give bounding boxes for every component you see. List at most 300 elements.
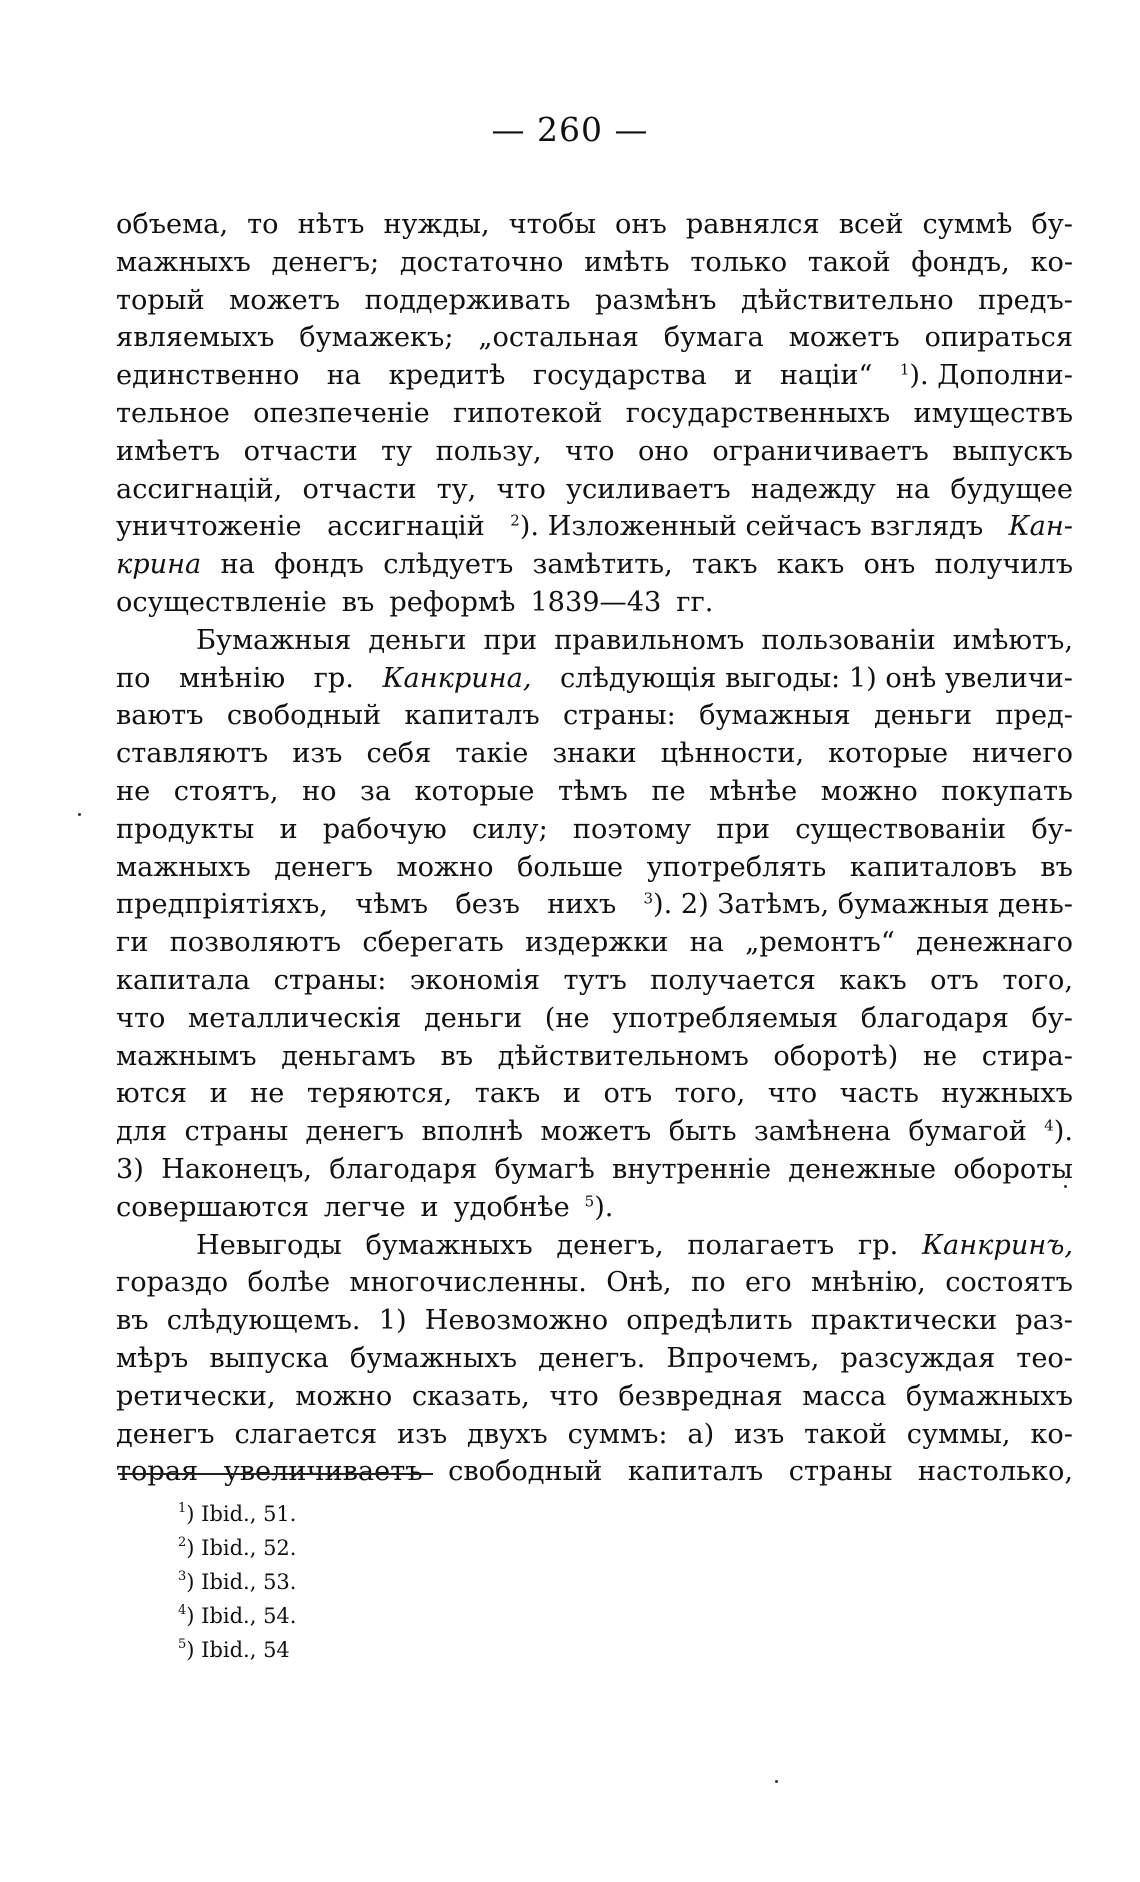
page-number: — 260 —	[491, 110, 649, 149]
footnote-ref[interactable]: 5	[584, 1191, 595, 1210]
word: внутренніе	[612, 1153, 772, 1185]
word: фондъ	[274, 549, 364, 581]
word: бу-	[1031, 813, 1073, 845]
word: слѣдуетъ	[383, 549, 514, 581]
word: и	[562, 1078, 581, 1110]
word: замѣнена	[753, 1116, 892, 1148]
word: сказать,	[411, 1380, 530, 1412]
word: денегъ	[305, 1116, 405, 1148]
word: рабочую	[322, 813, 447, 845]
word: не	[116, 775, 151, 807]
word: опредѣлить	[626, 1305, 793, 1337]
word: онъ	[863, 549, 916, 581]
word: бумажныхъ	[365, 1229, 533, 1261]
word: такъ	[691, 549, 758, 581]
word: тельное	[116, 397, 230, 429]
word: „остальная	[478, 322, 639, 354]
word: на	[689, 927, 725, 959]
word: единственно	[116, 360, 300, 392]
word: деньги	[874, 700, 973, 732]
text-line	[116, 433, 1073, 471]
word: легче	[323, 1191, 406, 1223]
word: фондъ,	[911, 246, 1010, 278]
word: ту,	[436, 473, 477, 505]
word: въ	[341, 586, 375, 618]
word: того,	[1002, 964, 1073, 996]
word: страны	[184, 1116, 289, 1148]
footnote	[178, 1565, 296, 1599]
text-line	[116, 1113, 1073, 1151]
text-line	[116, 357, 1073, 395]
print-speck	[78, 813, 81, 816]
footnote-ref[interactable]: 4	[1044, 1116, 1054, 1135]
word: гр.	[313, 662, 354, 694]
word: состоятъ	[945, 1267, 1073, 1299]
word: тѣмъ	[557, 775, 628, 807]
word: поддерживать	[364, 284, 571, 316]
word: мнѣнію	[179, 662, 286, 694]
text-line	[116, 1189, 1073, 1227]
word: такой	[807, 246, 891, 278]
word: настолько,	[917, 1456, 1073, 1488]
word: экономія	[409, 964, 540, 996]
text-line	[116, 1302, 1073, 1340]
text-line	[116, 849, 1073, 887]
word: онъ	[615, 209, 667, 240]
word: что	[116, 1002, 166, 1034]
word: ги	[116, 927, 149, 959]
text-line	[116, 697, 1073, 735]
word: деньги	[423, 1002, 523, 1034]
word: можетъ	[229, 284, 341, 316]
word: но	[302, 775, 337, 807]
text-line	[116, 1416, 1073, 1454]
text-fragment: ).	[594, 1191, 614, 1223]
word: Наконецъ,	[161, 1153, 313, 1185]
word: что	[549, 1380, 599, 1412]
word: тутъ	[563, 964, 627, 996]
author-name: Кан-	[1008, 511, 1073, 543]
word: можно	[820, 775, 918, 807]
text-line	[116, 244, 1073, 282]
word: не	[250, 1078, 285, 1110]
word: употреблять	[646, 851, 827, 883]
word: продукты	[116, 813, 255, 845]
footnote	[178, 1633, 296, 1667]
word: и	[209, 1078, 228, 1110]
word: на	[895, 473, 931, 505]
word: мнѣнію,	[811, 1267, 926, 1299]
word: націи“	[779, 360, 873, 392]
word: бумага	[663, 322, 764, 354]
word: ко-	[1030, 1418, 1073, 1450]
word: себя	[366, 738, 432, 770]
word: разсуждая	[840, 1342, 996, 1374]
author-name: Канкринъ,	[922, 1229, 1073, 1261]
text-fragment: ). Дополни-	[909, 360, 1073, 392]
word: благодаря	[860, 1002, 1009, 1034]
word: которые	[828, 738, 949, 770]
word: Невозможно	[424, 1305, 609, 1337]
word: ко-	[1030, 246, 1073, 278]
word: многочисленны.	[349, 1267, 587, 1299]
word: можно	[396, 851, 494, 883]
word: получается	[650, 964, 816, 996]
word: при	[483, 624, 538, 656]
word: денегъ;	[271, 246, 380, 278]
word: безъ	[455, 889, 520, 921]
word: отъ	[930, 964, 979, 996]
word: торый	[116, 284, 205, 316]
word: ассигнацій	[327, 511, 485, 543]
footnote	[178, 1497, 296, 1531]
body-text	[116, 206, 1073, 1491]
word: ассигнацій,	[116, 473, 283, 505]
word: надежду	[750, 473, 876, 505]
word: которые	[414, 775, 535, 807]
word: всей	[838, 209, 904, 240]
footnote-ref[interactable]: 2	[510, 511, 520, 530]
text-line	[116, 1227, 1073, 1265]
text-line	[116, 735, 1073, 773]
word: пе	[651, 775, 686, 807]
word: гораздо	[116, 1267, 229, 1299]
word: какъ	[839, 964, 907, 996]
word: „ремонтъ“	[745, 927, 895, 959]
word: безвредная	[618, 1380, 783, 1412]
word: имуществъ	[913, 397, 1073, 429]
text-line	[116, 886, 1073, 924]
word: денежнаго	[916, 927, 1073, 959]
word: нѣтъ	[297, 209, 365, 240]
word: знаки	[552, 738, 637, 770]
word: гг.	[676, 586, 714, 618]
word: для	[116, 1116, 168, 1148]
word: уничтоженіе	[116, 511, 302, 543]
text-line	[116, 1378, 1073, 1416]
word: изъ	[292, 738, 343, 770]
word: Бумажныя	[196, 624, 352, 656]
word: капиталъ	[404, 700, 540, 732]
text-line	[116, 1038, 1073, 1076]
word: можетъ	[540, 1116, 652, 1148]
word: мѣръ	[116, 1342, 189, 1374]
word: страны:	[273, 964, 387, 996]
word: по	[116, 662, 151, 694]
word: на	[220, 549, 255, 581]
text-line	[116, 773, 1073, 811]
word: денежные	[788, 1153, 937, 1185]
text-line	[116, 319, 1073, 357]
word: пользованіи	[761, 624, 936, 656]
author-name: Канкрина,	[382, 662, 532, 694]
word: 3)	[116, 1153, 144, 1185]
word: часть	[839, 1078, 919, 1110]
word: пользу,	[435, 435, 542, 467]
word: замѣтить,	[532, 549, 673, 581]
word: имѣть	[584, 246, 670, 278]
word: что	[496, 473, 546, 505]
text-line	[116, 206, 1073, 244]
word: позволяютъ	[169, 927, 342, 959]
word: являемыхъ	[116, 322, 275, 354]
word: то	[247, 209, 279, 240]
word: бу-	[1031, 1002, 1073, 1034]
word: крина	[116, 549, 202, 581]
footnote-ref[interactable]: 3	[643, 889, 653, 908]
word: суммъ:	[567, 1418, 668, 1450]
word: металлическія	[188, 1002, 402, 1034]
text-fragment: слѣдующія выгоды: 1) онѣ увеличи-	[560, 662, 1073, 694]
word: капиталъ	[627, 1456, 764, 1488]
word: капитала	[116, 964, 251, 996]
word: предъ-	[978, 284, 1073, 316]
word: денегъ,	[556, 1229, 664, 1261]
word: благодаря	[329, 1153, 478, 1185]
word: кредитѣ	[388, 360, 506, 392]
word: силу;	[471, 813, 548, 845]
word: масса	[802, 1380, 887, 1412]
text-line	[116, 508, 1073, 546]
word: такъ	[474, 1078, 541, 1110]
word: 1)	[378, 1305, 407, 1337]
word: въ	[116, 1305, 149, 1337]
word: Онѣ,	[606, 1267, 672, 1299]
word: болѣе	[247, 1267, 331, 1299]
word: какъ	[776, 549, 845, 581]
word: государства	[532, 360, 707, 392]
word: совершаются	[116, 1191, 309, 1223]
footnote-mark: 5	[178, 1636, 187, 1652]
text-line	[116, 546, 1073, 584]
print-speck	[775, 1780, 778, 1783]
word: и	[734, 360, 753, 392]
word: слагается	[234, 1418, 378, 1450]
word: реформѣ	[389, 586, 516, 618]
word: ретически,	[116, 1380, 276, 1412]
word: суммы,	[906, 1418, 1011, 1450]
word: равнялся	[685, 209, 820, 240]
word: дѣйствительно	[740, 284, 954, 316]
word: правильномъ	[554, 624, 745, 656]
word: отчасти	[302, 473, 417, 505]
word: выпускъ	[952, 435, 1073, 467]
word: существованіи	[795, 813, 1007, 845]
word: ничего	[972, 738, 1073, 770]
word: (не	[544, 1002, 590, 1034]
word: поэтому	[572, 813, 692, 845]
word: бумагѣ	[494, 1153, 595, 1185]
word: при	[716, 813, 771, 845]
word: покупать	[941, 775, 1073, 807]
word: будущее	[950, 473, 1073, 505]
word: бумажекъ;	[299, 322, 454, 354]
word: капиталовъ	[849, 851, 1017, 883]
footnote-text: ) Ibid., 53.	[186, 1570, 297, 1594]
word: страны	[788, 1456, 893, 1488]
word: чѣмъ	[355, 889, 429, 921]
word: такой	[804, 1418, 887, 1450]
word: денегъ.	[538, 1342, 646, 1374]
word: нужныхъ	[941, 1078, 1073, 1110]
text-line	[116, 1151, 1073, 1189]
word: издержки	[525, 927, 669, 959]
word: оно	[637, 435, 689, 467]
word: а)	[687, 1418, 715, 1450]
word: оборотѣ)	[773, 1040, 899, 1072]
word: бумажныхъ	[905, 1380, 1073, 1412]
text-line	[116, 924, 1073, 962]
word: бумагой	[908, 1116, 1027, 1148]
word: денегъ	[116, 1418, 215, 1450]
text-fragment: ). Изложенный сейчасъ взглядъ	[519, 511, 984, 543]
text-line	[116, 962, 1073, 1000]
word: предпріятіяхъ,	[116, 889, 328, 921]
text-line	[116, 622, 1073, 660]
word: въ	[440, 1040, 474, 1072]
footnote-mark: 3	[178, 1568, 187, 1584]
word: отчасти	[243, 435, 358, 467]
word: суммѣ	[922, 209, 1013, 240]
word: дѣйствительномъ	[497, 1040, 749, 1072]
word: того,	[674, 1078, 746, 1110]
footnote-mark: 2	[178, 1534, 187, 1550]
text-line	[116, 1340, 1073, 1378]
word: теряются,	[306, 1078, 453, 1110]
word: бумажныхъ	[349, 1342, 517, 1374]
word: обороты	[953, 1153, 1073, 1185]
text-line	[116, 395, 1073, 433]
word: полагаетъ	[687, 1229, 835, 1261]
word: ставляютъ	[116, 738, 269, 770]
word: больше	[516, 851, 624, 883]
word: нужды,	[383, 209, 490, 240]
line-tail	[900, 357, 1073, 395]
word: стоятъ,	[173, 775, 279, 807]
footnote-mark: 4	[178, 1602, 187, 1618]
word: раз-	[1015, 1305, 1073, 1337]
word: свободный	[226, 700, 382, 732]
word: слѣдующемъ.	[166, 1305, 361, 1337]
word: нихъ	[547, 889, 617, 921]
word: по	[691, 1267, 726, 1299]
word: осуществленіе	[116, 586, 327, 618]
word: страны:	[562, 700, 676, 732]
word: двухъ	[467, 1418, 548, 1450]
line-tail	[510, 508, 983, 546]
word: достаточно	[399, 246, 564, 278]
word: бу-	[1031, 209, 1073, 240]
word: опезпеченіе	[253, 397, 430, 429]
word: бумажныя	[699, 700, 851, 732]
word: имѣютъ,	[952, 624, 1073, 656]
print-speck	[1064, 1185, 1067, 1188]
word: тео-	[1016, 1342, 1073, 1374]
footnote	[178, 1599, 296, 1633]
word: выпуска	[209, 1342, 329, 1374]
word: объема,	[116, 209, 229, 240]
word: такіе	[455, 738, 529, 770]
word: ограничиваетъ	[712, 435, 929, 467]
line-tail	[1044, 1113, 1073, 1151]
word: практически	[810, 1305, 998, 1337]
word: сберегать	[362, 927, 504, 959]
word: вполнѣ	[421, 1116, 524, 1148]
word: за	[360, 775, 392, 807]
word: мажныхъ	[116, 246, 251, 278]
word: государственныхъ	[625, 397, 891, 429]
word: торая	[116, 1456, 199, 1488]
word: гипотекой	[453, 397, 603, 429]
word: ются	[116, 1078, 188, 1110]
footnote-text: ) Ibid., 54	[186, 1638, 290, 1662]
footnote-ref[interactable]: 1	[899, 360, 910, 379]
text-line	[116, 282, 1073, 320]
footnote-text: ) Ibid., 54.	[186, 1604, 297, 1628]
footnote-divider	[118, 1473, 433, 1475]
text-line	[116, 660, 1073, 698]
text-line	[116, 811, 1073, 849]
word: мѣнѣе	[709, 775, 798, 807]
line-tail	[643, 886, 1073, 924]
word: быть	[668, 1116, 737, 1148]
word: изъ	[396, 1418, 448, 1450]
word: имѣетъ	[116, 435, 221, 467]
footnote-mark: 1	[178, 1500, 187, 1516]
word: ту	[381, 435, 413, 467]
footnote-text: ) Ibid., 51.	[186, 1502, 297, 1526]
word: можетъ	[788, 322, 900, 354]
word: употребляемыя	[612, 1002, 839, 1034]
word: можно	[295, 1380, 393, 1412]
word: что	[767, 1078, 818, 1110]
word: денегъ	[274, 851, 373, 883]
text-line	[116, 1264, 1073, 1302]
text-line	[116, 1000, 1073, 1038]
word: стира-	[981, 1040, 1073, 1072]
text-fragment: ).	[1053, 1116, 1073, 1148]
text-line	[116, 1075, 1073, 1113]
footnote-text: ) Ibid., 52.	[186, 1536, 297, 1560]
word: усиливаетъ	[566, 473, 731, 505]
word: свободный	[448, 1456, 603, 1488]
footnotes	[178, 1497, 296, 1667]
word: увеличиваетъ	[223, 1456, 423, 1488]
word: только	[690, 246, 788, 278]
word: и	[279, 813, 298, 845]
line-tail	[585, 1189, 614, 1227]
word: пред-	[995, 700, 1073, 732]
text-line	[116, 471, 1073, 509]
word: 1839—43	[530, 586, 662, 618]
word: его	[744, 1267, 792, 1299]
word: деньги	[368, 624, 467, 656]
word: не	[922, 1040, 958, 1072]
text-fragment: ). 2) Затѣмъ, бумажныя день-	[652, 889, 1073, 921]
word: цѣнности,	[660, 738, 805, 770]
word: мажныхъ	[116, 851, 251, 883]
word: мажнымъ	[116, 1040, 257, 1072]
word: получилъ	[934, 549, 1073, 581]
word: размѣнъ	[595, 284, 717, 316]
word: деньгамъ	[281, 1040, 416, 1072]
word: удобнѣе	[453, 1191, 570, 1223]
word: гр.	[857, 1229, 899, 1261]
word: Впрочемъ,	[666, 1342, 820, 1374]
word: на	[326, 360, 362, 392]
word: и	[420, 1191, 439, 1223]
word: ваютъ	[116, 700, 204, 732]
